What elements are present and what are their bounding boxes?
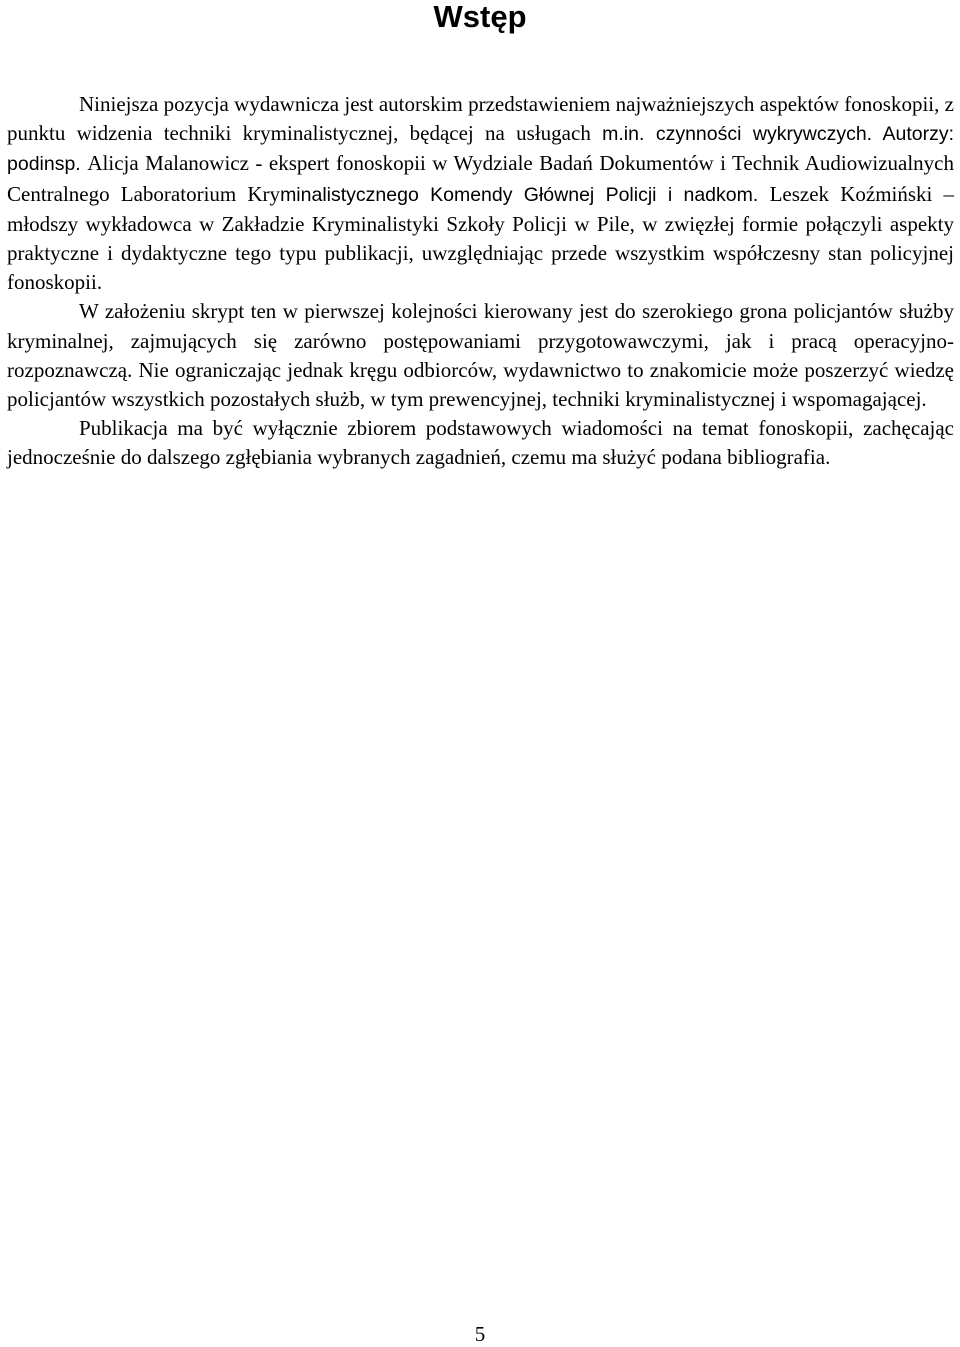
page-number: 5	[474, 1322, 486, 1346]
paragraph-intro-part-2: m.in. czynności wykrywczych. Autorzy: podinsp.	[7, 123, 954, 176]
paragraph-purpose: Publikacja ma być wyłącznie zbiorem podstawowych wiadomości na temat fonoskopii, zachęcając jednocześnie do dalszego zgłębiania wybranych zagadnień, czemu ma służyć podana bibliografia.	[7, 416, 954, 470]
body-text	[7, 90, 954, 473]
paragraph-audience: W założeniu skrypt ten w pierwszej kolejności kierowany jest do szerokiego grona policjantów służby kryminalnej, zajmujących się zarówno postępowaniami przygotowawczymi, jak i pracą operacyjno-rozpoznawczą. Nie ograniczając jednak kręgu odbiorców, wydawnictwo to znakomicie może poszerzyć wiedzę policjantów wszystkich pozostałych służb, w tym prewencyjnej, techniki kryminalistycznej i wspomagającej.	[7, 299, 954, 412]
paragraph-intro	[7, 90, 954, 297]
paragraph-intro-part-1: Niniejsza pozycja wydawnicza jest autorskim przedstawieniem najważniejszych aspektów fonoskopii, z punktu widzenia techniki kryminalistycznej, będącej na usługach	[7, 92, 954, 146]
page-title: Wstęp	[433, 0, 527, 34]
paragraph-intro-part-3: Alicja Malanowicz - ekspert fonoskopii w Wydziale Badań Dokumentów i Technik Audiowizualnych Centralnego Laboratorium Kry	[7, 151, 954, 206]
paragraph-intro-part-4: minalistycznego Komendy Głównej Policji i nadkom.	[280, 183, 770, 206]
paragraph-intro-part-5: Leszek Koźmiński – młodszy wykładowca w Zakładzie Kryminalistyki Szkoły Policji w Pile, w zwięzłej formie połączyli aspekty praktyczne i dydaktyczne tego typu publikacji, uwzględniając przede wszystkim współczesny stan policyjnej fonoskopii.	[7, 181, 955, 295]
